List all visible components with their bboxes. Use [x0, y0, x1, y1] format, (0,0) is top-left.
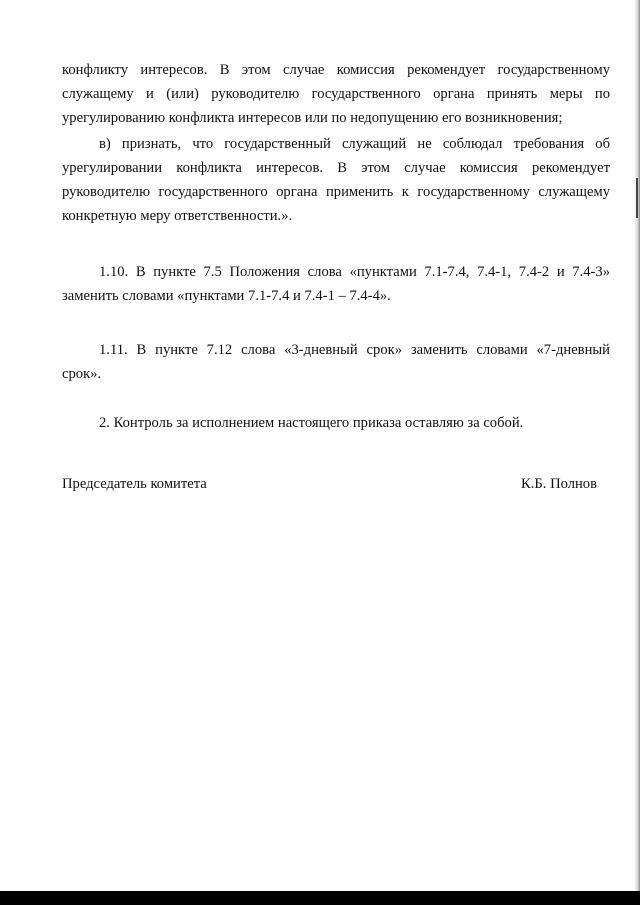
scan-edge-right: [634, 0, 640, 905]
text-line: срок».: [62, 366, 102, 382]
paragraph-conflict-end: [62, 58, 610, 130]
text-line: урегулированию конфликта интересов или по недопущению его возникновения;: [62, 110, 563, 126]
text-line: заменить словами «пунктами 7.1-7.4 и 7.4-1 – 7.4-4».: [62, 288, 391, 304]
text-line: в) признать, что государственный служащий не соблюдал требования об: [99, 136, 610, 152]
text-line: 1.10. В пункте 7.5 Положения слова «пунктами 7.1-7.4, 7.4-1, 7.4-2 и 7.4-3»: [99, 264, 610, 280]
paragraph-item-1-10: [62, 260, 610, 308]
signature-position: Председатель комитета: [62, 476, 207, 492]
text-line: 1.11. В пункте 7.12 слова «3-дневный срок» заменить словами «7-дневный: [99, 342, 610, 358]
text-line: руководителю государственного органа применить к государственному служащему: [62, 184, 610, 200]
text-line: 2. Контроль за исполнением настоящего приказа оставляю за собой.: [99, 415, 524, 431]
text-line: конкретную меру ответственности.».: [62, 208, 293, 224]
scan-edge-bottom: [0, 891, 640, 905]
text-line: конфликту интересов. В этом случае комиссия рекомендует государственному: [62, 62, 610, 78]
paragraph-item-2: [62, 411, 610, 435]
text-line: служащему и (или) руководителю государственного органа принять меры по: [62, 86, 610, 102]
text-line: урегулировании конфликта интересов. В этом случае комиссия рекомендует: [62, 160, 610, 176]
paragraph-item-1-11: [62, 338, 610, 386]
signature-name: К.Б. Полнов: [521, 476, 597, 492]
scan-edge-mark: [636, 178, 638, 218]
paragraph-item-v: [62, 132, 610, 228]
